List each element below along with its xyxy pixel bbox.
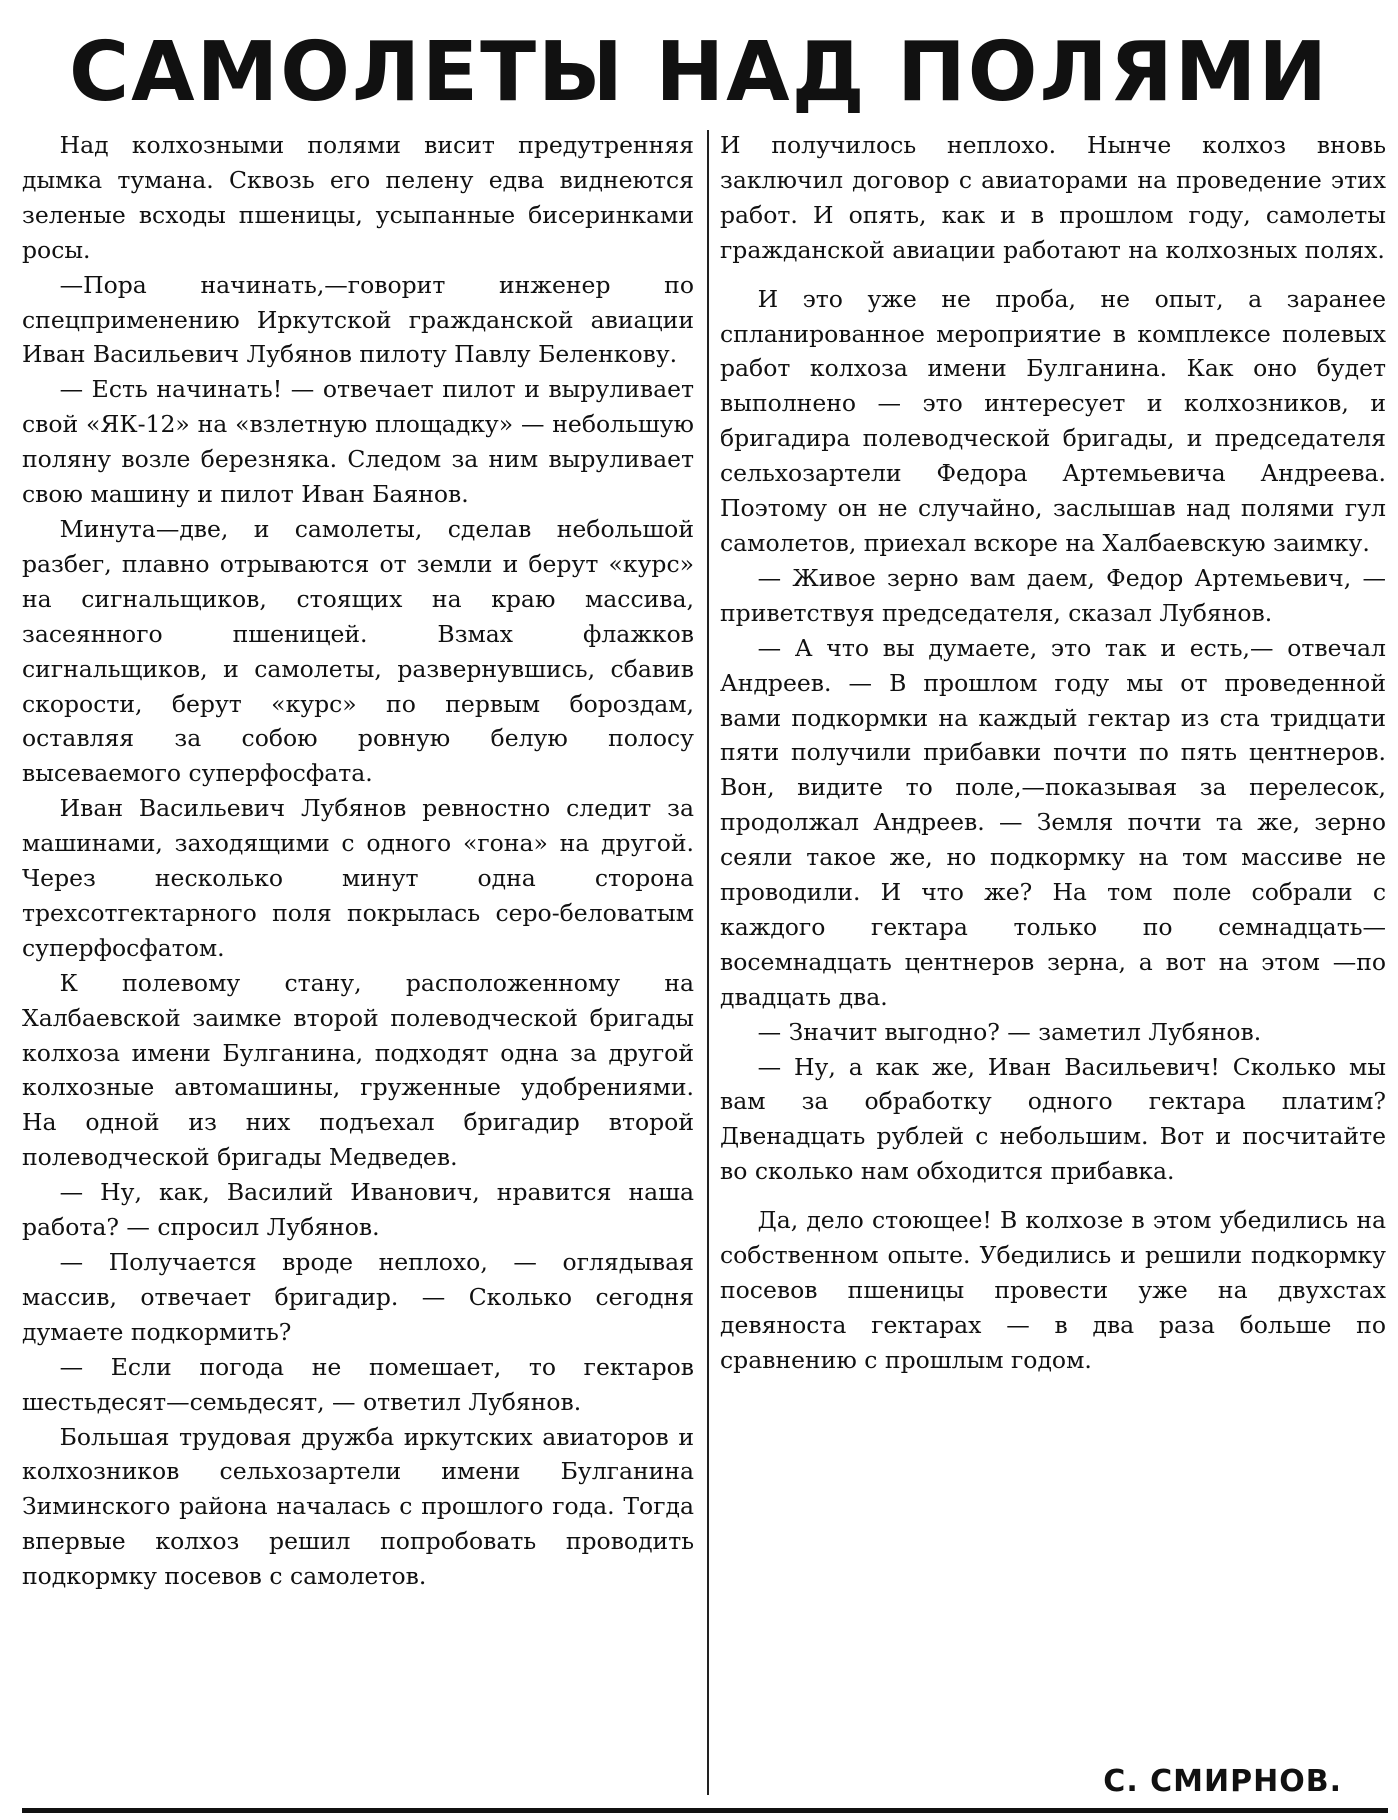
paragraph: Над колхозными полями висит предутренняя дымка тумана. Сквозь его пелену едва виднеются зеленые всходы пшеницы, усыпанные бисеринками росы. [22, 131, 694, 264]
paragraph: Иван Васильевич Лубянов ревностно следит за машинами, заходящими с одного «гона» на другой. Через несколько минут одна сторона трехсотгектарного поля покрылась серо-беловатым суперфосфатом. [22, 794, 694, 962]
paragraph: К полевому стану, расположенному на Халбаевской заимке второй полеводческой бригады колхоза имени Булганина, подходят одна за другой колхозные автомашины, груженные удобрениями. На одной из них подъехал бригадир второй полеводческой бригады Медведев. [22, 968, 694, 1172]
paragraph: — Живое зерно вам даем, Федор Артемьевич, — приветствуя председателя, сказал Лубянов. [720, 563, 1386, 627]
column-divider [707, 130, 709, 1795]
paragraph: Да, дело стоющее! В колхозе в этом убедились на собственном опыте. Убедились и решили подкормку посевов пшеницы провести уже на двухстах девяноста гектарах — в два раза больше по сравнению с прошлым годом. [720, 1206, 1386, 1374]
paragraph: — Есть начинать! — отвечает пилот и выруливает свой «ЯК-12» на «взлетную площадку» — небольшую поляну возле березняка. Следом за ним выруливает свою машину и пилот Иван Баянов. [22, 375, 694, 509]
paragraph: — А что вы думаете, это так и есть,— отвечал Андреев. — В прошлом году мы от проведенной вами подкормки на каждый гектар из ста тридцати пяти получили прибавки почти по пять центнеров. Вон, видите то поле,—показывая за перелесок, продолжал Андреев. — Земля почти та же, зерно сеяли такое же, но подкормку на том массиве не проводили. И что же? На том поле собрали с каждого гектара только по семнадцать—восемнадцать центнеров зерна, а вот на этом —по двадцать два. [720, 633, 1386, 1011]
author-signature: С. СМИРНОВ. [1103, 1764, 1342, 1799]
paragraph: —Пора начинать,—говорит инженер по спецприменению Иркутской гражданской авиации Иван Васильевич Лубянов пилоту Павлу Беленкову. [22, 270, 694, 369]
paragraph: — Ну, а как же, Иван Васильевич! Сколько мы вам за обработку одного гектара платим? Двенадцать рублей с небольшим. Вот и посчитайте во сколько нам обходится прибавка. [720, 1052, 1386, 1186]
left-column [22, 128, 694, 1594]
paragraph: И это уже не проба, не опыт, а заранее спланированное мероприятие в комплексе полевых работ колхоза имени Булганина. Как оно будет выполнено — это интересует и колхозников, и бригадира полеводческой бригады, и председателя сельхозартели Федора Артемьевича Андреева. Поэтому он не случайно, заслышав над полями гул самолетов, приехал вскоре на Халбаевскую заимку. [720, 284, 1386, 557]
right-column [720, 128, 1386, 1378]
bottom-rule [22, 1808, 1388, 1813]
paragraph: — Значит выгодно? — заметил Лубянов. [757, 1017, 1262, 1046]
paragraph: — Если погода не помешает, то гектаров шестьдесят—семьдесят, — ответил Лубянов. [22, 1352, 694, 1416]
paragraph: — Получается вроде неплохо, — оглядывая массив, отвечает бригадир. — Сколько сегодня думаете подкормить? [22, 1248, 694, 1346]
headline: САМОЛЕТЫ НАД ПОЛЯМИ [69, 25, 1329, 120]
paragraph: И получилось неплохо. Нынче колхоз вновь заключил договор с авиаторами на проведение этих работ. И опять, как и в прошлом году, самолеты гражданской авиации работают на колхозных полях. [720, 131, 1386, 264]
paragraph: Минута—две, и самолеты, сделав небольшой разбег, плавно отрываются от земли и берут «курс» на сигнальщиков, стоящих на краю массива, засеянного пшеницей. Взмах флажков сигнальщиков, и самолеты, развернувшись, сбавив скорости, берут «курс» по первым бороздам, оставляя за собою ровную белую полосу высеваемого суперфосфата. [22, 514, 694, 788]
paragraph: Большая трудовая дружба иркутских авиаторов и колхозников сельхозартели имени Булганина Зиминского района началась с прошлого года. Тогда впервые колхоз решил попробовать проводить подкормку посевов с самолетов. [22, 1422, 694, 1591]
paragraph: — Ну, как, Василий Иванович, нравится наша работа? — спросил Лубянов. [22, 1178, 694, 1242]
